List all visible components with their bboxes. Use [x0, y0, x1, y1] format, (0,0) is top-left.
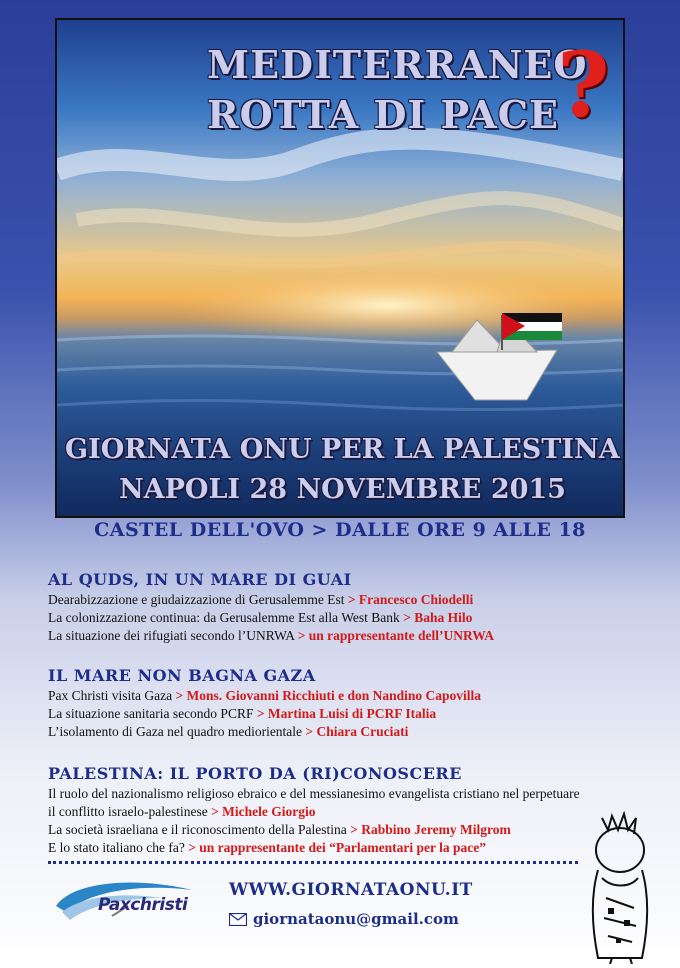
title-line-1: MEDITERRANEO — [207, 42, 588, 87]
speaker-name: > Chiara Cruciati — [305, 724, 409, 739]
section-al-quds — [48, 570, 648, 645]
website-link[interactable]: WWW.GIORNATAONU.IT — [229, 880, 473, 900]
topic-text: L’isolamento di Gaza nel quadro mediorientale — [48, 724, 306, 739]
section-palestina — [48, 764, 648, 857]
section-title: PALESTINA: IL PORTO DA (RI)CONOSCERE — [48, 764, 462, 783]
speaker-name: > Michele Giorgio — [211, 804, 316, 819]
topic-text: La situazione sanitaria secondo PCRF — [48, 706, 257, 721]
event-date: NAPOLI 28 NOVEMBRE 2015 — [119, 474, 566, 505]
title-line-2: ROTTA DI PACE — [207, 92, 559, 137]
speaker-name: > Baha Hilo — [403, 610, 473, 625]
envelope-icon — [229, 913, 247, 926]
dotted-divider — [48, 861, 578, 864]
topic-text: La società israeliana e il riconoscimento della Palestina — [48, 822, 351, 837]
program-item — [48, 803, 648, 821]
program-item — [48, 627, 648, 645]
speaker-name: > un rappresentante dei “Parlamentari per la pace” — [188, 840, 486, 855]
topic-text: La colonizzazione continua: da Gerusalemme Est alla West Bank — [48, 610, 404, 625]
speaker-name: > Rabbino Jeremy Milgrom — [350, 822, 511, 837]
program-item — [48, 821, 648, 839]
cloud-streak — [57, 139, 623, 170]
topic-text: Pax Christi visita Gaza — [48, 688, 176, 703]
speaker-name: > Mons. Giovanni Ricchiuti e don Nandino Capovilla — [175, 688, 481, 703]
handala-figure-icon — [572, 808, 668, 964]
program-item — [48, 705, 648, 723]
program-item — [48, 591, 648, 609]
email-link[interactable]: giornataonu@gmail.com — [253, 910, 459, 928]
cloud-streak — [57, 246, 623, 265]
section-title: IL MARE NON BAGNA GAZA — [48, 666, 316, 685]
question-mark: ? — [557, 32, 610, 138]
topic-text: Dearabizzazione e giudaizzazione di Gerusalemme Est — [48, 592, 348, 607]
wave — [57, 401, 623, 410]
topic-text: Il ruolo del nazionalismo religioso ebraico e del messianesimo evangelista cristiano nel perpetuare — [48, 786, 580, 801]
topic-text: il conflitto israelo-palestinese — [48, 804, 212, 819]
program-item — [48, 785, 648, 803]
speaker-name: > Martina Luisi di PCRF Italia — [256, 706, 437, 721]
section-title: AL QUDS, IN UN MARE DI GUAI — [48, 570, 352, 589]
program-item — [48, 687, 648, 705]
topic-text: La situazione dei rifugiati secondo l’UNRWA — [48, 628, 298, 643]
topic-text: E lo stato italiano che fa? — [48, 840, 189, 855]
program-item — [48, 723, 648, 741]
palestinian-flag — [502, 313, 562, 340]
hero-image — [55, 18, 625, 518]
event-title: GIORNATA ONU PER LA PALESTINA — [65, 434, 620, 465]
cloud-streak — [77, 198, 623, 230]
program-item — [48, 839, 648, 857]
speaker-name: > un rappresentante dell’UNRWA — [297, 628, 495, 643]
venue-time: CASTEL DELL'OVO > DALLE ORE 9 ALLE 18 — [94, 519, 586, 541]
speaker-name: > Francesco Chiodelli — [347, 592, 474, 607]
program-item — [48, 609, 648, 627]
logo-text: Paxchristi — [98, 895, 188, 915]
section-gaza — [48, 666, 648, 741]
